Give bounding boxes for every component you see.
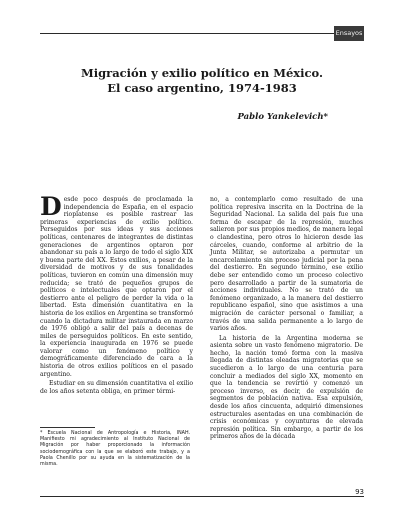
- title-line-2: El caso argentino, 1974-1983: [107, 81, 297, 95]
- body-column-left: [40, 192, 193, 397]
- footer-rule: [40, 496, 364, 497]
- footnote-text: * Escuela Nacional de Antropología e Historia, INAH. Manifiesto mi agradecimiento al Instituto Nacional de Migración por haber proporcionado la información sociodemográfica con la que se elaboró este trabajo, y a Paola Chenillo por su ayuda en la sistematización de la misma.: [40, 431, 190, 468]
- paragraph: no, a contemplarlo como resultado de una política represiva inscrita en la Doctrina de la Seguridad Nacional. La salida del país fue una forma de escapar de la represión, muchos salieron por sus propios medios, de manera legal o clandestina, pero otros lo hicieron desde las cárceles, cuando, conforme al arbitrio de la Junta Militar, se autorizaba a permutar un encarcelamiento sin proceso judicial por la pena del destierro. En segundo término, ese exilio debe ser entendido como un proceso colectivo pero desarrollado a partir de la sumatoria de acciones individuales. No se trató de un fenómeno organizado, a la manera del destierro republicano español, sino que asistimos a una migración de carácter personal o familiar, a través de una salida permanente a lo largo de varios años.: [210, 196, 363, 333]
- article-title: [40, 66, 364, 96]
- title-line-1: Migración y exilio político en México.: [81, 66, 323, 80]
- paragraph: Estudiar en su dimensión cuantitativa el exilio de los años setenta obliga, en primer térmi-: [40, 380, 193, 395]
- footnote: [40, 431, 190, 469]
- section-label: Ensayos: [334, 26, 364, 41]
- drop-cap: D: [40, 192, 62, 221]
- page-number: 93: [355, 488, 364, 496]
- paragraph: La historia de la Argentina moderna se asienta sobre un vasto fenómeno migratorio. De hecho, la nación tomó forma con la masiva llegada de distintas oleadas migratorias que se sucedieron a lo largo de una centuria para concluir a mediados del siglo XX, momento en que la tendencia se revirtió y comenzó un proceso inverso, es decir, de expulsión de segmentos de población nativa. Esa expulsión, desde los años cincuenta, adquirió dimensiones estructurales asentadas en una combinación de crisis económicas y coyunturas de elevada represión política. Sin embargo, a partir de los primeros años de la década: [210, 334, 363, 441]
- paragraph-text: esde poco después de proclamada la independencia de España, en el espacio rioplatense es posible rastrear las primeras experiencias de exilio político. Perseguidos por sus ideas y sus acciones políticas, centenares de integrantes de distintas generaciones de argentinos optaron por abandonar su país a lo largo de todo el siglo XIX y buena parte del XX. Estos exilios, a pesar de la diversidad de motivos y de sus tonalidades políticas, tuvieron en común una dimensión muy reducida; se trató de pequeños grupos de políticos e intelectuales que optaron por el destierro ante el peligro de perder la vida o la libertad. Esta dimensión cuantitativa en la historia de los exilios en Argentina se transformó cuando la dictadura militar instaurada en marzo de 1976 obligó a salir del país a decenas de miles de perseguidos políticos. En este sentido, la experiencia inaugurada en 1976 se puede valorar como un fenómeno político y demográficamente diferenciado de cara a la historia de otros exilios políticos en el pasado argentino.: [40, 196, 193, 378]
- header-rule: [40, 33, 334, 34]
- footnote-rule: [40, 427, 95, 428]
- article-author: Pablo Yankelevich*: [237, 112, 328, 122]
- paragraph: [40, 192, 193, 378]
- body-column-right: [210, 196, 363, 443]
